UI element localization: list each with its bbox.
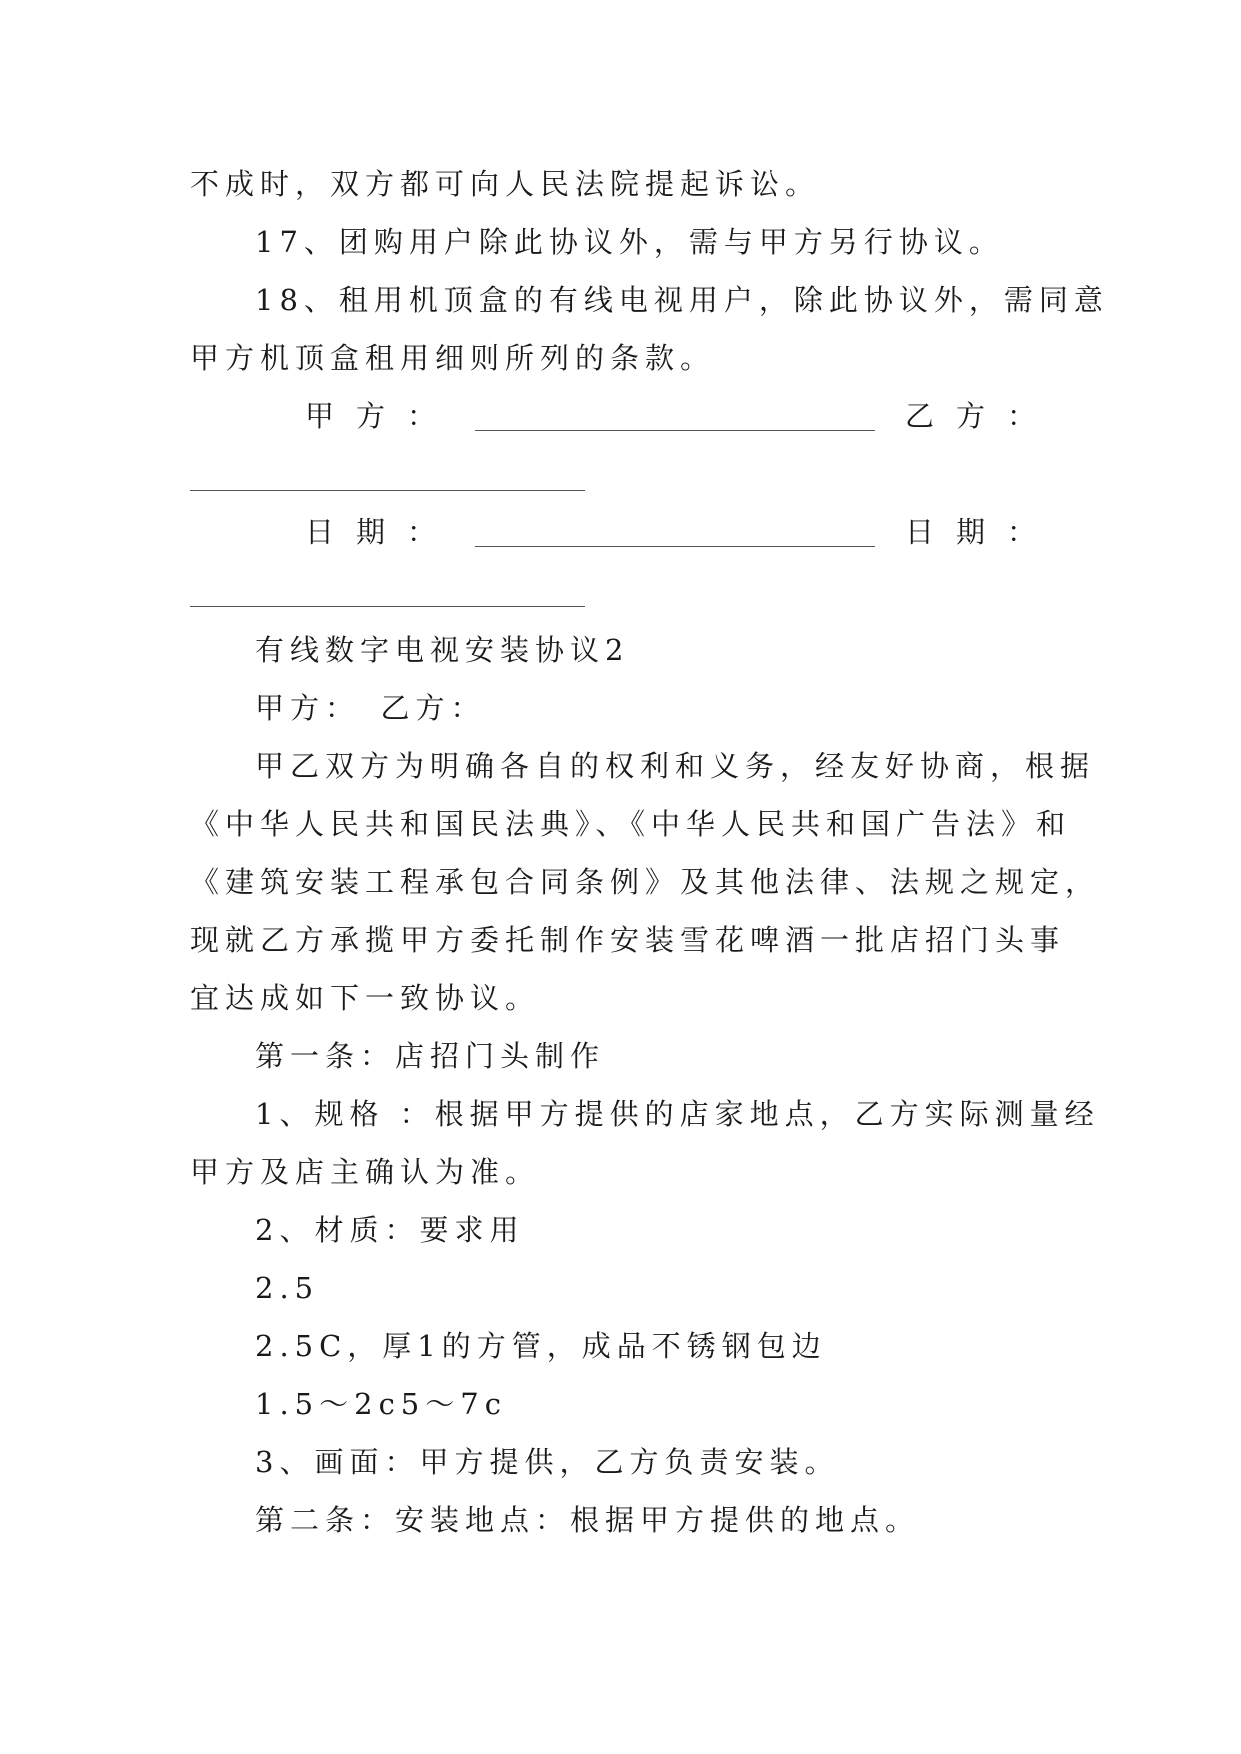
- spec-item-2: 2、材质：要求用: [255, 1213, 525, 1247]
- clause-17: 17、团购用户除此协议外，需与甲方另行协议。: [255, 225, 1004, 259]
- date-a-label: 日期：: [305, 515, 459, 549]
- spec-item-1: 1、规格 ：根据甲方提供的店家地点，乙方实际测量经: [255, 1097, 1100, 1131]
- party-b-label: 乙方：: [905, 399, 1059, 433]
- body-line: 宜达成如下一致协议。: [190, 981, 541, 1015]
- party-b-signature-line: [190, 490, 585, 491]
- clause-18: 18、租用机顶盒的有线电视用户，除此协议外，需同意: [255, 283, 1109, 317]
- party-a-label: 甲方：: [305, 399, 459, 433]
- party-a-signature-line: [475, 430, 875, 431]
- spec-item-1-continued: 甲方及店主确认为准。: [190, 1155, 541, 1189]
- paragraph-line: 不成时，双方都可向人民法院提起诉讼。: [190, 167, 821, 201]
- article-2-heading: 第二条：安装地点：根据甲方提供的地点。: [255, 1503, 921, 1537]
- clause-18-continued: 甲方机顶盒租用细则所列的条款。: [190, 341, 716, 375]
- body-line: 现就乙方承揽甲方委托制作安装雪花啤酒一批店招门头事: [190, 923, 1066, 957]
- spec-value: 1.5～2c5～7c: [255, 1387, 507, 1421]
- date-b-signature-line: [190, 606, 585, 607]
- section-title: 有线数字电视安装协议2: [255, 633, 630, 667]
- parties-line: 甲方： 乙方：: [255, 691, 486, 725]
- date-b-label: 日期：: [905, 515, 1059, 549]
- date-a-signature-line: [475, 546, 875, 547]
- article-1-heading: 第一条：店招门头制作: [255, 1039, 606, 1073]
- spec-value: 2.5C，厚1的方管，成品不锈钢包边: [255, 1329, 827, 1363]
- body-line: 《中华人民共和国民法典》、《中华人民共和国广告法》和: [190, 807, 1072, 841]
- body-line: 甲乙双方为明确各自的权利和义务，经友好协商，根据: [255, 749, 1096, 783]
- body-line: 《建筑安装工程承包合同条例》及其他法律、法规之规定，: [190, 865, 1101, 899]
- spec-value: 2.5: [255, 1271, 320, 1305]
- spec-item-3: 3、画面：甲方提供，乙方负责安装。: [255, 1445, 840, 1479]
